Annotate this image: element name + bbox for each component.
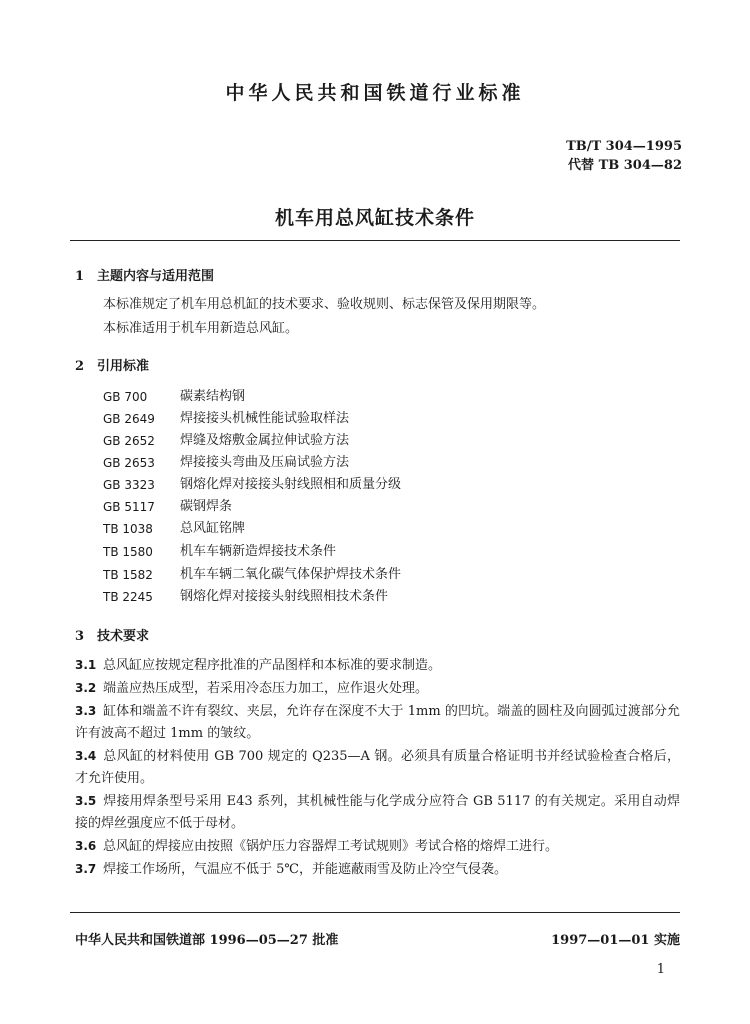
reference-name: 焊接接头机械性能试验取样法 [180,411,350,426]
reference-row [103,586,388,608]
section-1-para-2: 本标准适用于机车用新造总风缸。 [103,321,299,336]
section-title: 引用标准 [97,359,150,374]
clause-text: 端盖应热压成型，若采用冷态压力加工，应作退火处理。 [103,681,429,696]
clause-3-4 [75,745,680,790]
document-title: 机车用总风缸技术条件 [274,207,475,229]
standard-category-title: 中华人民共和国铁道行业标准 [225,82,525,104]
reference-name: 焊缝及熔敷金属拉伸试验方法 [180,433,350,448]
reference-row [103,430,349,452]
clause-text: 缸体和端盖不许有裂纹、夹层，允许存在深度不大于 1mm 的凹坑。端盖的圆柱及向圆弧过渡部分允许有波高不超过 1mm 的皱纹。 [75,704,680,741]
clause-3-5 [75,790,680,835]
clause-text: 总风缸的焊接应由按照《锅炉压力容器焊工考试规则》考试合格的熔焊工进行。 [103,839,559,854]
reference-name: 碳钢焊条 [180,499,233,514]
section-title: 主题内容与适用范围 [97,269,215,284]
section-2-heading [75,355,149,374]
clause-3-1 [75,654,680,677]
reference-name: 机车车辆新造焊接技术条件 [180,544,337,559]
clause-number: 3.5 [75,794,97,808]
section-number: 1 [75,269,85,284]
clause-number: 3.6 [75,839,97,853]
standard-number-block [566,137,682,175]
reference-row [103,408,349,430]
reference-name: 钢熔化焊对接接头射线照相和质量分级 [180,477,402,492]
section-1-heading [75,265,214,284]
reference-code: GB 2649 [103,412,155,426]
section-1-para-1: 本标准规定了机车用总机缸的技术要求、验收规则、标志保管及保用期限等。 [103,297,546,312]
reference-code: GB 3323 [103,478,155,492]
section-number: 3 [75,629,85,644]
reference-code: GB 5117 [103,500,155,514]
reference-name: 机车车辆二氧化碳气体保护焊技术条件 [180,567,402,582]
top-divider [70,240,680,241]
reference-code: GB 2652 [103,434,155,448]
clause-number: 3.7 [75,862,97,876]
clause-text: 总风缸的材料使用 GB 700 规定的 Q235—A 钢。必须具有质量合格证明书并经试验检查合格后，才允许使用。 [75,749,680,786]
clause-number: 3.2 [75,681,97,695]
clause-number: 3.3 [75,704,97,718]
reference-code: TB 1582 [103,568,153,582]
reference-name: 焊接接头弯曲及压扁试验方法 [180,455,350,470]
clause-3-7 [75,858,680,881]
reference-name: 钢熔化焊对接接头射线照相技术条件 [180,589,389,604]
reference-row [103,386,245,408]
reference-code: GB 700 [103,390,148,404]
clause-3-3 [75,700,680,745]
clause-text: 总风缸应按规定程序批准的产品图样和本标准的要求制造。 [103,658,442,673]
clause-text: 焊接用焊条型号采用 E43 系列，其机械性能与化学成分应符合 GB 5117 的有关规定。采用自动焊接的焊丝强度应不低于母材。 [75,794,680,831]
approval-line: 中华人民共和国铁道部 1996—05—27 批准 [75,933,339,948]
clause-number: 3.1 [75,658,97,672]
reference-code: TB 1038 [103,522,153,536]
reference-row [103,496,232,518]
reference-code: TB 2245 [103,590,153,604]
reference-row [103,564,401,586]
reference-code: GB 2653 [103,456,155,470]
standard-number: TB/T 304—1995 [566,139,682,154]
reference-name: 碳素结构钢 [180,389,246,404]
section-3-heading [75,625,149,644]
clause-3-6 [75,835,680,858]
page-number: 1 [656,962,665,977]
reference-row [103,452,349,474]
bottom-divider [70,912,680,913]
clause-number: 3.4 [75,749,97,763]
reference-code: TB 1580 [103,545,153,559]
section-title: 技术要求 [97,629,150,644]
implementation-date: 1997—01—01 实施 [551,933,680,948]
section-number: 2 [75,359,85,374]
reference-row [103,518,245,540]
replaces-standard: 代替 TB 304—82 [568,158,682,173]
reference-row [103,474,401,496]
clause-3-2 [75,677,680,700]
reference-row [103,541,336,563]
clause-text: 焊接工作场所，气温应不低于 5℃，并能遮蔽雨雪及防止冷空气侵袭。 [103,862,507,877]
reference-name: 总风缸铭牌 [180,521,246,536]
